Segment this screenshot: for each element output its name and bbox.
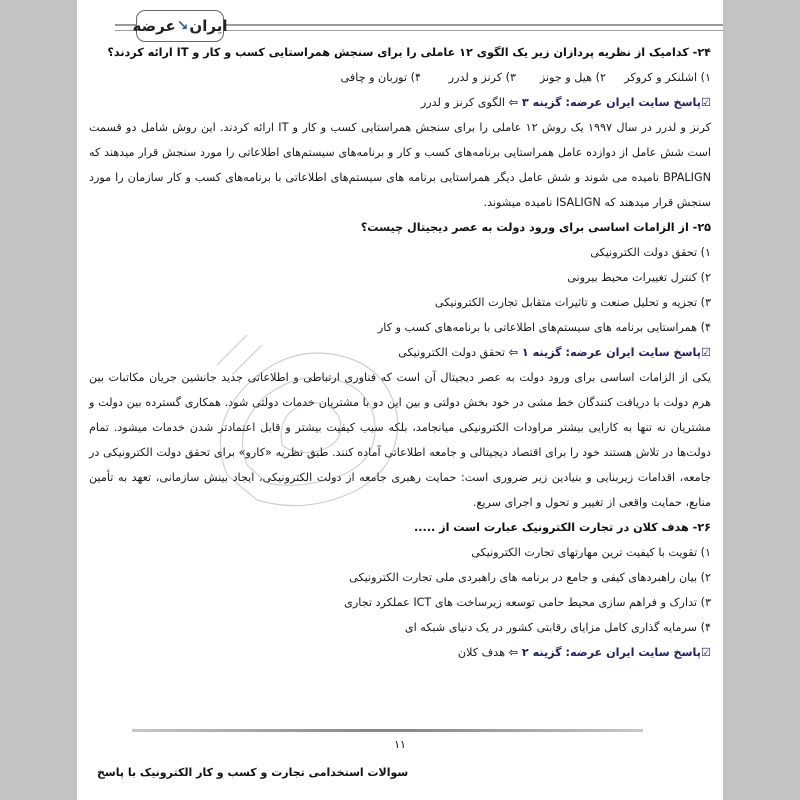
question-25-title: ۲۵- از الزامات اساسی برای ورود دولت به عصر دیجیتال چیست؟ bbox=[360, 221, 711, 234]
option: ۱) تقویت با کیفیت ترین مهارتهای تجارت الکترونیکی bbox=[471, 546, 711, 559]
option: ۳) کرنز و لدرر bbox=[448, 71, 516, 84]
option: ۲) بیان راهبردهای کیفی و جامع در برنامه های راهبردی ملی تجارت الکترونیکی bbox=[349, 571, 711, 584]
logo-text-2: عرضه bbox=[132, 17, 176, 35]
site-logo bbox=[132, 10, 228, 42]
option: ۱) تحقق دولت الکترونیکی bbox=[590, 246, 711, 259]
question-25-answer bbox=[89, 340, 711, 365]
checkbox-icon: ☑ bbox=[700, 96, 711, 109]
logo-text-1: ایران bbox=[189, 17, 228, 35]
answer-label: پاسخ سایت ایران عرضه: گزینه ۱ ⇦ bbox=[508, 346, 701, 359]
checkbox-icon: ☑ bbox=[700, 646, 711, 659]
document-page bbox=[77, 0, 723, 800]
option: ۴) توربان و چافی bbox=[340, 71, 421, 84]
answer-text: الگوی کرنز و لدرر bbox=[420, 96, 509, 109]
logo-swoosh-icon: ↘ bbox=[176, 18, 189, 34]
page-content bbox=[89, 40, 711, 665]
question-26-answer bbox=[89, 640, 711, 665]
answer-label: پاسخ سایت ایران عرضه: گزینه ۳ ⇦ bbox=[508, 96, 701, 109]
option: ۲) هیل و جونز bbox=[539, 71, 606, 84]
footer-title: سوالات استخدامی تجارت و کسب و کار الکترونیک با پاسخ bbox=[97, 766, 409, 779]
footer-rule bbox=[132, 729, 643, 732]
answer-label: پاسخ سایت ایران عرضه: گزینه ۲ ⇦ bbox=[508, 646, 701, 659]
option: ۳) تدارک و فراهم سازی محیط حامی توسعه زیرساخت های ICT عملکرد تجاری bbox=[344, 596, 711, 609]
question-24-title: ۲۴- کدامیک از نظریه پردازان زیر یک الگوی ۱۲ عاملی را برای سنجش همراستایی کسب و کار و IT ارائه کردند؟ bbox=[107, 46, 711, 59]
question-24-explanation: کرنز و لدرر در سال ۱۹۹۷ یک روش ۱۲ عاملی را برای سنجش همراستایی کسب و کار و IT ارائه کردند. این روش شامل دو قسمت است شش عامل از دوازده عامل همراستایی برنامه‌های کسب و کار و برنامه‌های سیستم‌های اطلاعاتی را مورد سنجش قرار میدهند که BPALIGN نامیده می شوند و شش عامل دیگر همراستایی برنامه های سیستم‌های اطلاعاتی با برنامه‌های کسب و کار سازمان را مورد سنجش قرار میدهند که ISALIGN نامیده میشوند. bbox=[89, 121, 711, 209]
answer-text: هدف کلان bbox=[457, 646, 509, 659]
question-26-title: ۲۶- هدف کلان در تجارت الکترونیک عبارت است از ..... bbox=[413, 521, 711, 534]
option: ۴) سرمایه گذاری کامل مزایای رقابتی کشور در یک دنیای شبکه ای bbox=[404, 621, 711, 634]
question-24-answer bbox=[89, 90, 711, 115]
checkbox-icon: ☑ bbox=[700, 346, 711, 359]
option: ۲) کنترل تغییرات محیط بیرونی bbox=[567, 271, 711, 284]
option: ۳) تجزیه و تحلیل صنعت و تاثیرات متقابل تجارت الکترونیکی bbox=[434, 296, 711, 309]
question-24-options bbox=[89, 65, 711, 90]
answer-text: تحقق دولت الکترونیکی bbox=[398, 346, 509, 359]
question-25-explanation: یکی از الزامات اساسی برای ورود دولت به عصر دیجیتال آن است که فناوری ارتباطی و اطلاعاتی جدید جانشین جریان مکاتبات بین هرم دولت با دریافت کنندگان خط مشی در خود بخش دولتی و بین این دو با مشتریان خدمات دولتی شود. همکاری گسترده بین دولت و مشتریان نه تنها به کارایی بیشتر مراودات الکترونیکی میانجامد، بلکه سبب کیفیت بیشتر و قابل اعتمادتر شدن خدمات میشود. تمام دولت‌ها در تلاش هستند خود را برای اقتصاد دیجیتالی و جامعه اطلاعاتی آماده کنند. طبق نظریه «کارو» برای تحقق دولت الکترونیکی در جامعه، اقدامات زیربنایی و بنیادین زیر ضروری است: حمایت رهبری جامعه از دولت الکترونیکی، ایجاد بینش سازمانی، تعهد به تأمین منابع، حمایت واقعی از تغییر و تحول و اجرای سریع. bbox=[89, 371, 711, 509]
option: ۱) اشلنکر و کروکر bbox=[624, 71, 711, 84]
page-number: ۱۱ bbox=[394, 738, 406, 751]
option: ۴) همراستایی برنامه های سیستم‌های اطلاعاتی با برنامه‌های کسب و کار bbox=[377, 321, 711, 334]
